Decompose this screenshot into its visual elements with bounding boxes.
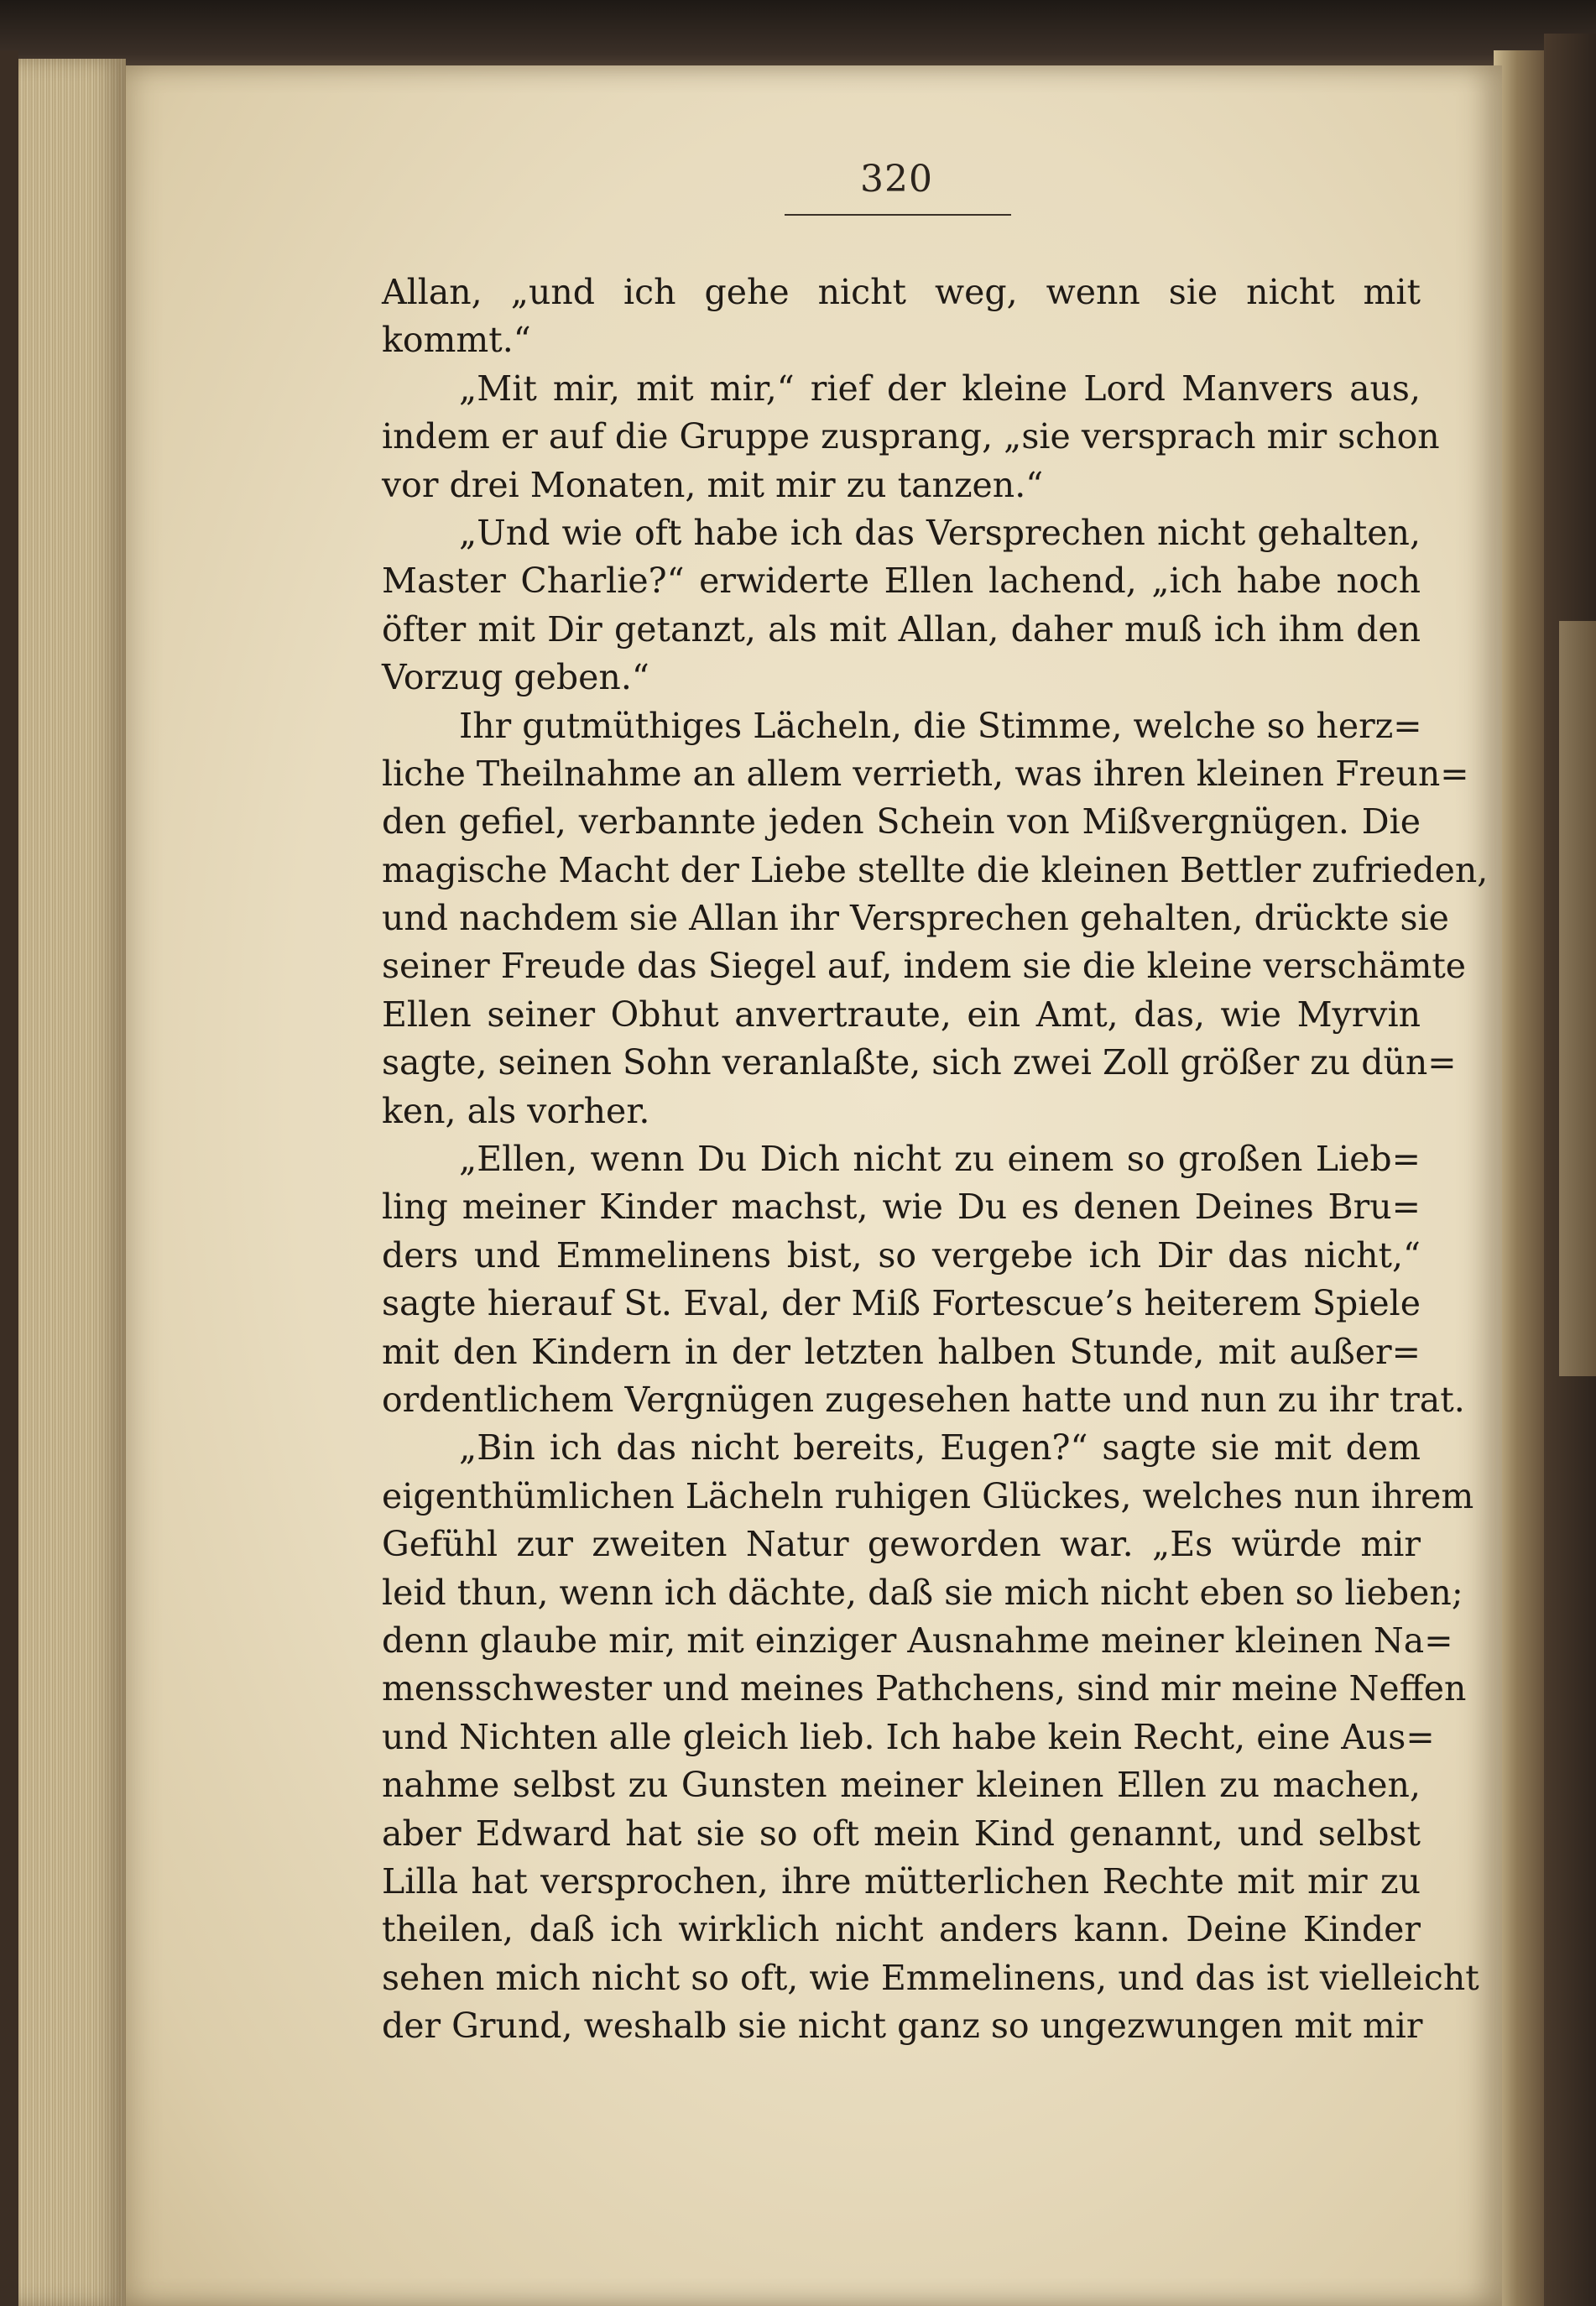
text-line: sagte hierauf St. Eval, der Miß Fortescue’s heiterem Spiele [382, 1283, 1421, 1324]
page-edges-left [0, 59, 126, 2306]
text-line: denn glaube mir, mit einziger Ausnahme meiner kleinen Na= [382, 1620, 1453, 1661]
header-rule [785, 214, 1011, 216]
text-line: und nachdem sie Allan ihr Versprechen gehalten, drückte sie [382, 898, 1449, 939]
text-line: theilen, daß ich wirklich nicht anders kann. Deine Kinder [382, 1909, 1421, 1950]
text-line: mit den Kindern in der letzten halben Stunde, mit außer= [382, 1331, 1421, 1372]
text-line: seiner Freude das Siegel auf, indem sie die kleine verschämte [382, 946, 1467, 987]
text-line: mensschwester und meines Pathchens, sind mir meine Neffen [382, 1668, 1467, 1709]
text-line: sehen mich nicht so oft, wie Emmelinens, und das ist vielleicht [382, 1957, 1479, 1998]
text-line: öfter mit Dir getanzt, als mit Allan, daher muß ich ihm den [382, 608, 1421, 650]
text-line: Ellen seiner Obhut anvertraute, ein Amt, das, wie Myrvin [382, 994, 1421, 1035]
text-line: eigenthümlichen Lächeln ruhigen Glückes, welches nun ihrem [382, 1475, 1474, 1516]
text-line: sagte, seinen Sohn veranlaßte, sich zwei Zoll größer zu dün= [382, 1042, 1457, 1083]
text-line: vor drei Monaten, mit mir zu tanzen.“ [382, 464, 1044, 505]
text-line: Gefühl zur zweiten Natur geworden war. „Es würde mir [382, 1524, 1421, 1565]
text-line: kommt.“ [382, 320, 531, 361]
text-line: den gefiel, verbannte jeden Schein von Mißvergnügen. Die [382, 801, 1421, 843]
text-line: der Grund, weshalb sie nicht ganz so ungezwungen mit mir [382, 2006, 1423, 2047]
text-line: ken, als vorher. [382, 1090, 650, 1131]
text-line: „Mit mir, mit mir,“ rief der kleine Lord Manvers aus, [459, 368, 1421, 409]
text-line: und Nichten alle gleich lieb. Ich habe kein Recht, eine Aus= [382, 1716, 1435, 1757]
text-line: aber Edward hat sie so oft mein Kind genannt, und selbst [382, 1813, 1421, 1854]
text-line: „Und wie oft habe ich das Versprechen nicht gehalten, [459, 512, 1421, 553]
book-cover-right [1544, 34, 1596, 2306]
text-line: „Ellen, wenn Du Dich nicht zu einem so großen Lieb= [459, 1139, 1421, 1180]
body-text [382, 269, 1489, 2050]
text-line: ders und Emmelinens bist, so vergebe ich Dir das nicht,“ [382, 1234, 1421, 1276]
text-line: ordentlichem Vergnügen zugesehen hatte und nun zu ihr trat. [382, 1379, 1465, 1420]
text-line: indem er auf die Gruppe zusprang, „sie versprach mir schon [382, 416, 1440, 457]
text-line: Ihr gutmüthiges Lächeln, die Stimme, welche so herz= [459, 705, 1422, 746]
text-line: nahme selbst zu Gunsten meiner kleinen Ellen zu machen, [382, 1765, 1421, 1806]
book-cover-left [0, 50, 18, 2306]
text-line: Lilla hat versprochen, ihre mütterlichen Rechte mit mir zu [382, 1860, 1421, 1902]
page-number: 320 [860, 158, 933, 201]
text-line: ling meiner Kinder machst, wie Du es denen Deines Bru= [382, 1187, 1421, 1228]
text-line: leid thun, wenn ich dächte, daß sie mich nicht eben so lieben; [382, 1572, 1463, 1613]
text-line: Vorzug geben.“ [382, 657, 649, 698]
text-line: magische Macht der Liebe stellte die kleinen Bettler zufrieden, [382, 849, 1489, 890]
text-line: „Bin ich das nicht bereits, Eugen?“ sagte sie mit dem [459, 1427, 1421, 1469]
text-line: Master Charlie?“ erwiderte Ellen lachend, „ich habe noch [382, 561, 1421, 602]
text-line: Allan, „und ich gehe nicht weg, wenn sie nicht mit [382, 272, 1421, 312]
text-line: liche Theilnahme an allem verrieth, was ihren kleinen Freun= [382, 753, 1469, 794]
